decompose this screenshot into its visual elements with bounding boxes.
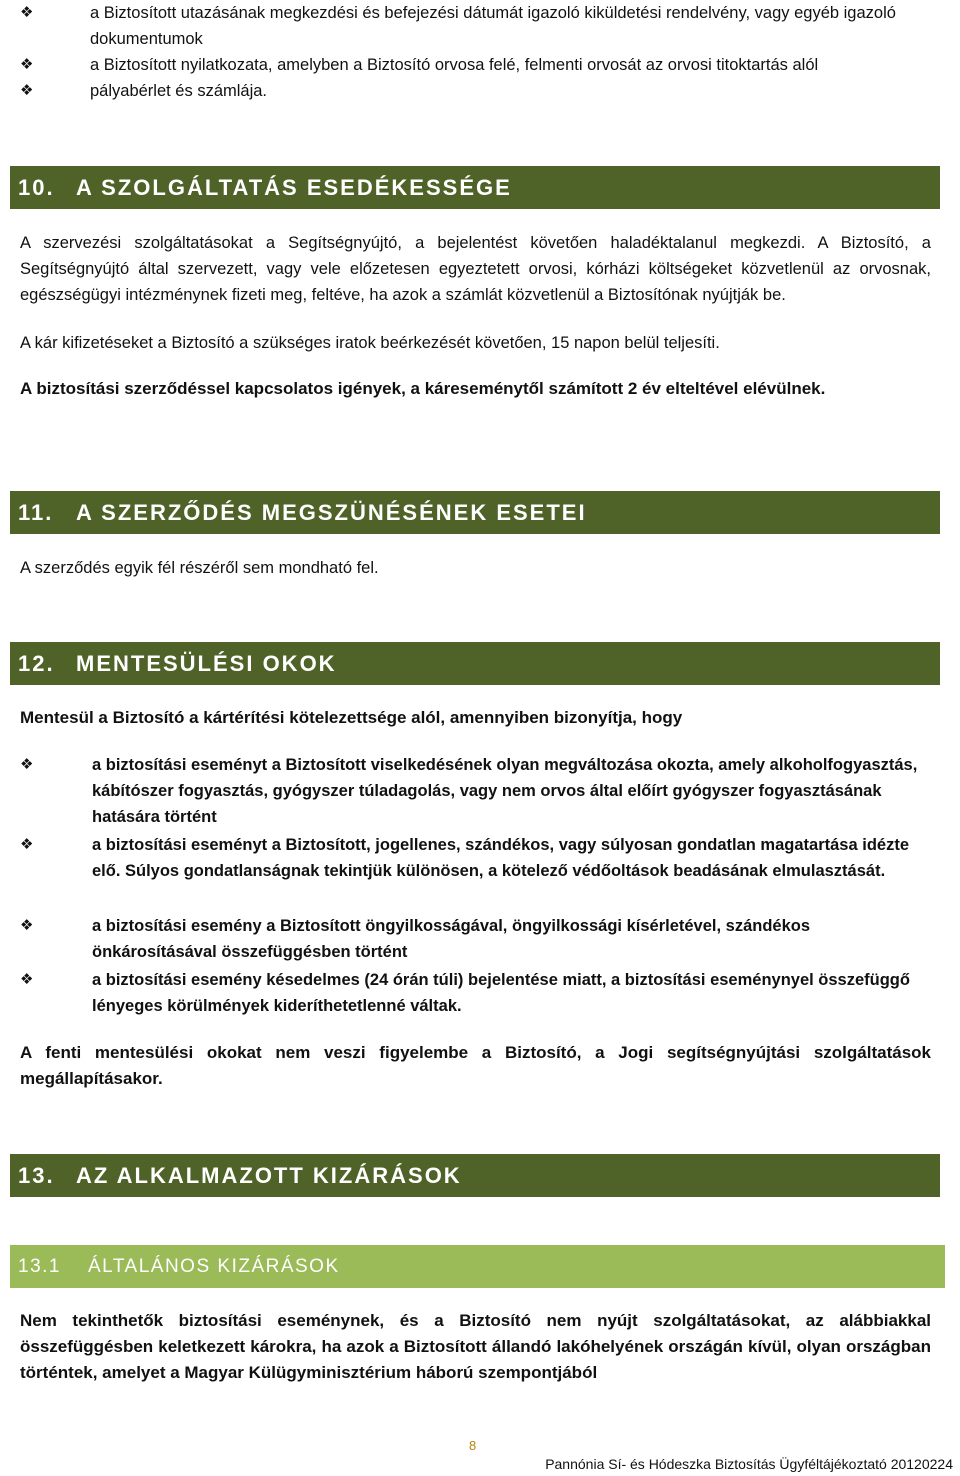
section-number: 12. <box>18 651 55 676</box>
list-item <box>20 78 932 104</box>
section-heading-13 <box>10 1154 940 1197</box>
list-item <box>20 832 932 884</box>
list-item <box>20 913 932 965</box>
list-item-text: a Biztosított nyilatkozata, amelyben a Biztosító orvosa felé, felmenti orvosát az orvosi titoktartás alól <box>90 56 819 74</box>
section-number: 10. <box>18 175 55 200</box>
page-number: 8 <box>469 1438 477 1453</box>
diamond-bullet-icon: ❖ <box>20 917 34 934</box>
diamond-bullet-icon: ❖ <box>20 4 34 21</box>
list-item-text: a biztosítási eseményt a Biztosított viselkedésének olyan megváltozása okozta, amely alkoholfogyasztás, kábítószer fogyasztás, gyógyszer túladagolás, vagy nem orvos által előírt gyógyszer fogyasztásának hatására történt <box>92 756 918 826</box>
subsection-heading-13-1 <box>10 1245 945 1288</box>
diamond-bullet-icon: ❖ <box>20 971 34 988</box>
list-item-text: a biztosítási esemény késedelmes (24 órán túli) bejelentése miatt, a biztosítási eseménynyel összefüggő lényeges körülmények kideríthetetlenné váltak. <box>92 971 910 1015</box>
paragraph: A szervezési szolgáltatásokat a Segítségnyújtó, a bejelentést követően haladéktalanul megkezdi. A Biztosító, a Segítségnyújtó által szervezett, vagy vele előzetesen egyeztetett orvosi, kórházi költségeket közvetlenül az orvosnak, egészségügyi intézménynek fizeti meg, feltéve, ha azok a számlát közvetlenül a Biztosítónak nyújtják be. <box>20 234 931 304</box>
section-title: A SZERZŐDÉS MEGSZÜNÉSÉNEK ESETEI <box>76 500 587 525</box>
list-item-text: a Biztosított utazásának megkezdési és befejezési dátumát igazoló kiküldetési rendelvény, vagy egyéb igazoló dokumentumok <box>90 4 896 48</box>
list-item-text: pályabérlet és számlája. <box>90 82 268 100</box>
list-item-text: a biztosítási esemény a Biztosított öngyilkosságával, öngyilkossági kísérletével, szándékos önkárosításával összefüggésben történt <box>92 917 811 961</box>
diamond-bullet-icon: ❖ <box>20 56 34 73</box>
footer-text: Pannónia Sí- és Hódeszka Biztosítás Ügyféltájékoztató 20120224 <box>545 1456 953 1472</box>
section-title: AZ ALKALMAZOTT KIZÁRÁSOK <box>76 1163 462 1188</box>
list-item <box>20 0 932 52</box>
paragraph-bold: A fenti mentesülési okokat nem veszi figyelembe a Biztosító, a Jogi segítségnyújtási szolgáltatások megállapításakor. <box>20 1043 931 1088</box>
section-heading-11 <box>10 491 940 534</box>
section-title: MENTESÜLÉSI OKOK <box>76 651 337 676</box>
paragraph: A szerződés egyik fél részéről sem mondható fel. <box>20 559 379 577</box>
section-heading-12 <box>10 642 940 685</box>
list-item-text: a biztosítási eseményt a Biztosított, jogellenes, szándékos, vagy súlyosan gondatlan magatartása idézte elő. Súlyos gondatlanságnak tekintjük különösen, a kötelező védőoltások beadásának elmulasztását. <box>92 836 909 880</box>
diamond-bullet-icon: ❖ <box>20 82 34 99</box>
paragraph-bold: A biztosítási szerződéssel kapcsolatos igények, a káreseménytől számított 2 év elteltével elévülnek. <box>20 379 826 398</box>
subsection-number: 13.1 <box>18 1256 61 1277</box>
section-number: 11. <box>18 500 54 525</box>
section-title: A SZOLGÁLTATÁS ESEDÉKESSÉGE <box>76 175 512 200</box>
section-number: 13. <box>18 1163 55 1188</box>
list-item <box>20 52 932 78</box>
list-item <box>20 967 932 1019</box>
paragraph: A kár kifizetéseket a Biztosító a szükséges iratok beérkezését követően, 15 napon belül teljesíti. <box>20 334 720 352</box>
subsection-title: ÁLTALÁNOS KIZÁRÁSOK <box>88 1256 340 1277</box>
section-heading-10 <box>10 166 940 209</box>
paragraph-bold: Nem tekinthetők biztosítási eseménynek, és a Biztosító nem nyújt szolgáltatásokat, az alábbiakkal összefüggésben keletkezett károkra, ha azok a Biztosított állandó lakóhelyének országán kívül, olyan országban történtek, amelyet a Magyar Külügyminisztérium háború szempontjából <box>20 1311 931 1382</box>
diamond-bullet-icon: ❖ <box>20 756 34 773</box>
diamond-bullet-icon: ❖ <box>20 836 34 853</box>
list-item <box>20 752 932 830</box>
paragraph-bold: Mentesül a Biztosító a kártérítési kötelezettsége alól, amennyiben bizonyítja, hogy <box>20 708 683 727</box>
